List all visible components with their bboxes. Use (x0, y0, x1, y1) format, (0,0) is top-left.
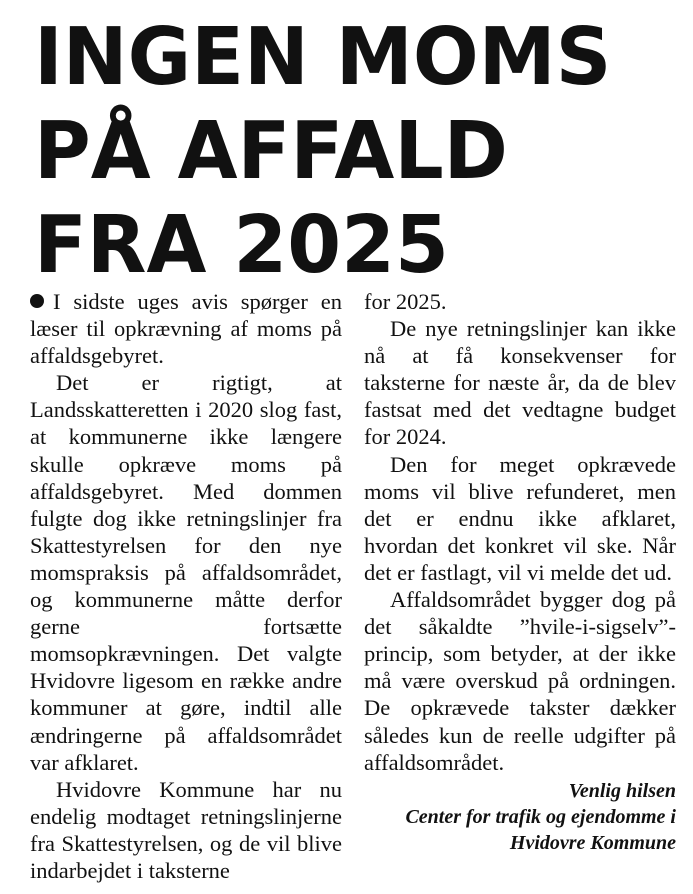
headline (34, 10, 671, 292)
paragraph-intro-text: I sidste uges avis spørger en læser til opkrævning af moms på affaldsgebyret. (30, 289, 342, 369)
signature (364, 778, 676, 856)
bullet-icon (30, 294, 44, 308)
paragraph-4: De nye retningslinjer kan ikke nå at få konsekvenser for taksterne for næste år, da de blev fastsat med det vedtagne budget for 2024. (364, 316, 676, 450)
paragraph-2: Det er rigtigt, at Landsskatteretten i 2020 slog fast, at kommunerne ikke længere skulle opkræve moms på affaldsgebyret. Med dommen fulgte dog ikke retningslinjer fra Skattestyrelsen for den nye momspraksis på affaldsområdet, og kommunerne måtte derfor gerne fortsætte momsopkrævningen. Det valgte Hvidovre ligesom en række andre kommuner at gøre, indtil alle ændringerne på affaldsområdet var afklaret. (30, 370, 342, 775)
signature-sender: Center for trafik og ejendomme i Hvidovre Kommune (405, 805, 676, 854)
headline-line-3: FRA 2025 (34, 199, 449, 291)
paragraph-5: Den for meget opkrævede moms vil blive refunderet, men det er endnu ikke afklaret, hvordan det konkret vil ske. Når det er fastlagt, vil vi melde det ud. (364, 451, 676, 585)
headline-line-2: PÅ AFFALD (34, 105, 508, 197)
paragraph-3: Hvidovre Kommune har nu endelig modtaget retningslinjerne fra Skattestyrelsen, og de vil blive indarbejdet i taksterne (30, 776, 342, 883)
column-right (364, 288, 676, 888)
article-body (30, 288, 676, 888)
signature-greeting: Venlig hilsen (568, 779, 676, 802)
paragraph-continuation: for 2025. (364, 289, 447, 314)
column-left (30, 288, 342, 888)
headline-line-1: INGEN MOMS (34, 11, 612, 103)
paragraph-6: Affaldsområdet bygger dog på det såkaldte ”hvile-i-sigselv”-princip, som betyder, at der ikke må være overskud på ordningen. De opkrævede takster dækker således kun de reelle udgifter på affaldsområdet. (364, 587, 676, 775)
paragraph-intro (30, 288, 342, 369)
